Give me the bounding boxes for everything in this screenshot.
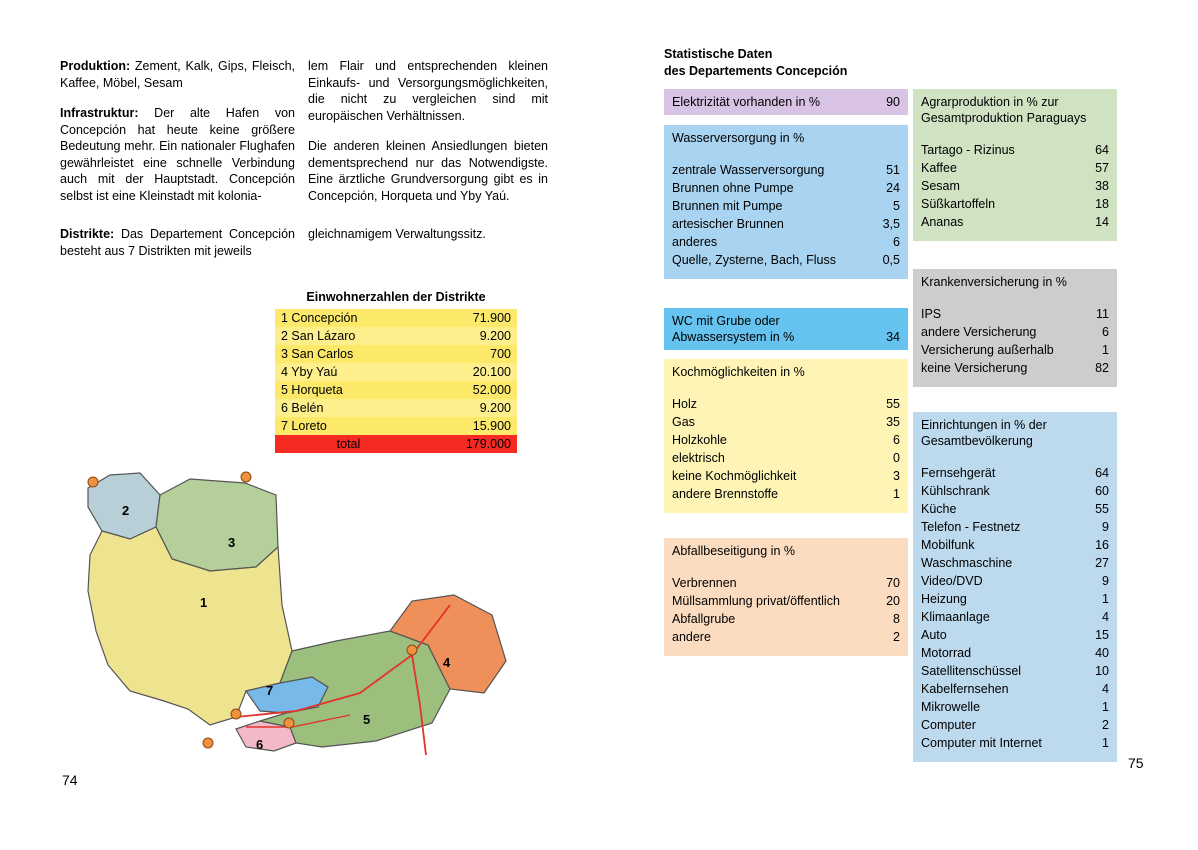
- district-value-cell: 71.900: [472, 311, 511, 325]
- stat-row-value: 3,5: [882, 217, 900, 231]
- stat-row: [921, 305, 1109, 323]
- stat-row: [921, 323, 1109, 341]
- table-row-total: [275, 435, 517, 453]
- map-city-dot: [407, 645, 417, 655]
- stat-row-label: Kabelfernsehen: [921, 682, 1009, 696]
- stat-row-label: artesischer Brunnen: [672, 217, 784, 231]
- map-district-label: 6: [256, 737, 264, 752]
- spacer: [664, 564, 908, 574]
- stat-block-header: [664, 89, 908, 115]
- stat-row-label: Müllsammlung privat/öffentlich: [672, 594, 840, 608]
- stat-row-value: 2: [1102, 718, 1109, 732]
- stat-row-value: 38: [1095, 179, 1109, 193]
- stat-row-value: 60: [1095, 484, 1109, 498]
- map-district-label: 7: [266, 683, 274, 698]
- stat-row-label: Waschmaschine: [921, 556, 1013, 570]
- stat-row-value: 9: [1102, 574, 1109, 588]
- district-value-cell: 52.000: [472, 383, 511, 397]
- map-city-dot: [231, 709, 241, 719]
- stat-row-label: zentrale Wasserversorgung: [672, 163, 825, 177]
- paragraph-text: Die anderen kleinen Ansiedlungen bieten dementsprechend nur das Notwendigste. Eine ärztliche Grundversorgung gibt es in Concepción, Horqueta und Yby Yaú.: [308, 139, 548, 203]
- stat-row-label: Brunnen mit Pumpe: [672, 199, 783, 213]
- stat-block-abfallbeseitigung: [664, 538, 908, 656]
- table-row: [275, 417, 517, 435]
- stat-row: [921, 195, 1109, 213]
- stat-row-label: Holzkohle: [672, 433, 727, 447]
- stat-rows: [913, 141, 1117, 231]
- stat-header-value: 90: [886, 95, 900, 109]
- spacer: [664, 269, 908, 279]
- spacer: [664, 151, 908, 161]
- district-population-table: [275, 309, 517, 453]
- stat-row-value: 51: [886, 163, 900, 177]
- stat-block-agrarproduktion: [913, 89, 1117, 241]
- stat-row-value: 0,5: [882, 253, 900, 267]
- stat-row-value: 20: [886, 594, 900, 608]
- stat-header-label: Elektrizität vorhanden in %: [672, 95, 820, 109]
- map-district-label: 3: [228, 535, 236, 550]
- district-name-cell: 4 Yby Yaú: [281, 365, 338, 379]
- table-row: [275, 327, 517, 345]
- stat-row-label: Abfallgrube: [672, 612, 736, 626]
- stat-row-value: 14: [1095, 215, 1109, 229]
- stat-row: [672, 413, 900, 431]
- map-district-label: 5: [363, 712, 371, 727]
- paragraph-produktion: [60, 58, 295, 91]
- stat-row-value: 2: [893, 630, 900, 644]
- stat-row-value: 24: [886, 181, 900, 195]
- total-label-cell: total: [336, 437, 361, 451]
- stat-row-label: Computer: [921, 718, 976, 732]
- stat-row-label: keine Versicherung: [921, 361, 1028, 375]
- paragraph-lead: Distrikte:: [60, 227, 115, 241]
- map-district-label: 2: [122, 503, 130, 518]
- stat-row-label: Versicherung außerhalb: [921, 343, 1054, 357]
- stat-row-value: 6: [1102, 325, 1109, 339]
- stat-row-label: Holz: [672, 397, 698, 411]
- stat-row: [921, 359, 1109, 377]
- table-row: [275, 363, 517, 381]
- paragraph-text: lem Flair und entsprechenden kleinen Einkaufs- und Versorgungsmöglichkeiten, die nicht zu vergleichen sind mit europäischen Verhältnissen.: [308, 59, 548, 123]
- stat-row-value: 4: [1102, 610, 1109, 624]
- stat-block-krankenversicherung: [913, 269, 1117, 387]
- stat-row-label: Sesam: [921, 179, 960, 193]
- district-name-cell: 6 Belén: [281, 401, 324, 415]
- district-table-title: Einwohnerzahlen der Distrikte: [306, 290, 486, 304]
- stat-row-value: 40: [1095, 646, 1109, 660]
- stat-row-label: Quelle, Zysterne, Bach, Fluss: [672, 253, 836, 267]
- map-svg: [60, 455, 530, 765]
- stat-row-value: 11: [1096, 307, 1109, 321]
- district-value-cell: 700: [490, 347, 511, 361]
- stat-row: [672, 395, 900, 413]
- stat-row-label: Fernsehgerät: [921, 466, 996, 480]
- stat-row-label: Heizung: [921, 592, 967, 606]
- stat-row-label: Ananas: [921, 215, 964, 229]
- stat-rows: [664, 395, 908, 503]
- stat-block-header: Abfallbeseitigung in %: [672, 544, 795, 558]
- district-name-cell: 5 Horqueta: [281, 383, 343, 397]
- paragraph-lead: Infrastruktur:: [60, 106, 139, 120]
- stat-block-header: Krankenversicherung in %: [921, 275, 1067, 289]
- stat-row: [672, 610, 900, 628]
- paragraph-text: Das Departement Concepción besteht aus 7 Distrikten mit jeweils: [60, 227, 295, 258]
- stat-row-label: Motorrad: [921, 646, 972, 660]
- stat-rows: [664, 574, 908, 646]
- stat-row-value: 35: [886, 415, 900, 429]
- paragraph-text: gleichnamigem Verwaltungssitz.: [308, 227, 486, 241]
- paragraph-distrikte: [60, 226, 295, 259]
- stat-row-label: Telefon - Festnetz: [921, 520, 1021, 534]
- stat-row: [921, 680, 1109, 698]
- stat-row-label: andere Versicherung: [921, 325, 1037, 339]
- stat-block-header: Kochmöglichkeiten in %: [672, 365, 805, 379]
- map-city-dot: [88, 477, 98, 487]
- stat-row-label: Auto: [921, 628, 947, 642]
- stat-row-label: Süßkartoffeln: [921, 197, 996, 211]
- stat-row: [921, 341, 1109, 359]
- stat-row: [921, 213, 1109, 231]
- spacer: [913, 752, 1117, 762]
- stat-row-label: IPS: [921, 307, 942, 321]
- spacer: [913, 377, 1117, 387]
- statistics-title-line2: des Departements Concepción: [664, 64, 848, 78]
- table-row: [275, 309, 517, 327]
- paragraph-ansiedlungen: [308, 138, 548, 204]
- stat-row-value: 8: [893, 612, 900, 626]
- stat-block-wc: [664, 308, 908, 350]
- district-name-cell: 3 San Carlos: [281, 347, 354, 361]
- district-value-cell: 20.100: [472, 365, 511, 379]
- stat-row-label: andere Brennstoffe: [672, 487, 779, 501]
- stat-block-header: Einrichtungen in % der Gesamtbevölkerung: [921, 418, 1047, 448]
- map-city-dot: [203, 738, 213, 748]
- paragraph-flair: [308, 58, 548, 124]
- stat-row: [921, 608, 1109, 626]
- district-value-cell: 9.200: [479, 401, 511, 415]
- stat-block-einrichtungen: [913, 412, 1117, 762]
- stat-row: [672, 574, 900, 592]
- stat-row: [672, 215, 900, 233]
- map-city-dot: [241, 472, 251, 482]
- stat-row: [921, 644, 1109, 662]
- stat-row-value: 10: [1095, 664, 1109, 678]
- paragraph-lead: Produktion:: [60, 59, 131, 73]
- stat-header-value: 34: [886, 330, 900, 344]
- stat-row-value: 5: [893, 199, 900, 213]
- stat-row-label: Brunnen ohne Pumpe: [672, 181, 794, 195]
- stat-row-label: Kaffee: [921, 161, 957, 175]
- stat-row-label: Küche: [921, 502, 957, 516]
- stat-header-label: WC mit Grube oder Abwassersystem in %: [672, 314, 795, 344]
- stat-row: [921, 554, 1109, 572]
- map-district-3[interactable]: [156, 479, 278, 571]
- paragraph-text: Zement, Kalk, Gips, Fleisch, Kaffee, Möbel, Sesam: [60, 59, 295, 90]
- paragraph-distrikte-continuation: [308, 226, 548, 243]
- stat-row: [921, 572, 1109, 590]
- stat-rows: [913, 464, 1117, 752]
- spacer: [913, 231, 1117, 241]
- stat-row: [672, 628, 900, 646]
- table-row: [275, 345, 517, 363]
- stat-row: [921, 141, 1109, 159]
- stat-row-value: 0: [893, 451, 900, 465]
- district-name-cell: 7 Loreto: [281, 419, 327, 433]
- stat-row-value: 55: [886, 397, 900, 411]
- left-text-column-a: [60, 58, 295, 204]
- stat-row-label: Kühlschrank: [921, 484, 990, 498]
- spacer: [664, 385, 908, 395]
- stat-row-value: 3: [893, 469, 900, 483]
- stat-row: [672, 251, 900, 269]
- district-value-cell: 9.200: [479, 329, 511, 343]
- statistics-title-line1: Statistische Daten: [664, 47, 773, 61]
- stat-row-value: 6: [893, 433, 900, 447]
- stat-row-value: 1: [1102, 736, 1109, 750]
- page-number-right: 75: [1128, 755, 1144, 771]
- stat-row-value: 55: [1095, 502, 1109, 516]
- stat-row-value: 4: [1102, 682, 1109, 696]
- stat-row: [672, 449, 900, 467]
- stat-row-value: 16: [1095, 538, 1109, 552]
- stat-block-elektrizitaet: [664, 89, 908, 115]
- table-row: [275, 381, 517, 399]
- stat-row-value: 18: [1095, 197, 1109, 211]
- stat-row-value: 57: [1095, 161, 1109, 175]
- spacer: [664, 503, 908, 513]
- table-row: [275, 399, 517, 417]
- stat-row-label: andere: [672, 630, 711, 644]
- stat-row: [672, 179, 900, 197]
- stat-row: [921, 626, 1109, 644]
- department-map: [60, 455, 530, 765]
- stat-row-label: Tartago - Rizinus: [921, 143, 1015, 157]
- stat-row-label: keine Kochmöglichkeit: [672, 469, 797, 483]
- stat-row: [672, 161, 900, 179]
- stat-row-label: Klimaanlage: [921, 610, 990, 624]
- stat-block-header: [664, 308, 908, 350]
- map-city-dot: [284, 718, 294, 728]
- stat-row-value: 1: [1102, 592, 1109, 606]
- paragraph-infrastruktur: [60, 105, 295, 204]
- stat-row-value: 1: [1102, 343, 1109, 357]
- stat-row: [921, 734, 1109, 752]
- stat-row-value: 1: [1102, 700, 1109, 714]
- stat-row: [672, 233, 900, 251]
- stat-row-value: 64: [1095, 143, 1109, 157]
- stat-row-label: anderes: [672, 235, 718, 249]
- stat-row-value: 64: [1095, 466, 1109, 480]
- stat-row-label: Gas: [672, 415, 695, 429]
- stat-row: [672, 592, 900, 610]
- stat-row: [672, 485, 900, 503]
- stat-row-label: Satellitenschüssel: [921, 664, 1022, 678]
- stat-row-value: 6: [893, 235, 900, 249]
- total-value-cell: 179.000: [465, 437, 511, 451]
- stat-row: [921, 177, 1109, 195]
- stat-row: [921, 536, 1109, 554]
- stat-row-value: 70: [886, 576, 900, 590]
- stat-row: [921, 482, 1109, 500]
- spacer: [913, 131, 1117, 141]
- stat-block-kochmoeglichkeiten: [664, 359, 908, 513]
- stat-row: [921, 159, 1109, 177]
- stat-rows: [913, 305, 1117, 377]
- stat-row: [921, 662, 1109, 680]
- stat-rows: [664, 161, 908, 269]
- map-district-label: 1: [200, 595, 208, 610]
- spacer: [913, 295, 1117, 305]
- district-value-cell: 15.900: [472, 419, 511, 433]
- stat-row-value: 15: [1095, 628, 1109, 642]
- paragraph-text: Der alte Hafen von Concepción hat heute keine größere Bedeutung mehr. Ein nationaler Flughafen gewährleistet eine schnelle Verbindung auch mit der Hauptstadt. Concepción selbst ist eine Kleinstadt mit kolonia-: [60, 106, 295, 203]
- stat-row: [672, 197, 900, 215]
- stat-row: [921, 464, 1109, 482]
- stat-row: [921, 698, 1109, 716]
- stat-row-value: 27: [1095, 556, 1109, 570]
- spacer: [913, 454, 1117, 464]
- stat-row: [921, 716, 1109, 734]
- stat-row: [921, 518, 1109, 536]
- stat-row-label: Mikrowelle: [921, 700, 981, 714]
- stat-row-value: 1: [893, 487, 900, 501]
- statistics-title: [664, 46, 847, 80]
- spacer: [664, 646, 908, 656]
- stat-row-label: elektrisch: [672, 451, 725, 465]
- stat-row-label: Video/DVD: [921, 574, 983, 588]
- district-name-cell: 2 San Lázaro: [281, 329, 356, 343]
- page-number-left: 74: [62, 772, 78, 788]
- stat-row: [672, 431, 900, 449]
- stat-block-header: Agrarproduktion in % zur Gesamtproduktion Paraguays: [921, 95, 1087, 125]
- stat-row: [921, 500, 1109, 518]
- stat-row-label: Computer mit Internet: [921, 736, 1042, 750]
- district-name-cell: 1 Concepción: [281, 311, 358, 325]
- stat-row-label: Verbrennen: [672, 576, 737, 590]
- stat-row-value: 82: [1095, 361, 1109, 375]
- left-text-column-b: [308, 58, 548, 204]
- stat-row-label: Mobilfunk: [921, 538, 975, 552]
- stat-block-header: Wasserversorgung in %: [672, 131, 805, 145]
- stat-row-value: 9: [1102, 520, 1109, 534]
- stat-row: [921, 590, 1109, 608]
- stat-block-wasserversorgung: [664, 125, 908, 279]
- stat-row: [672, 467, 900, 485]
- map-district-label: 4: [443, 655, 451, 670]
